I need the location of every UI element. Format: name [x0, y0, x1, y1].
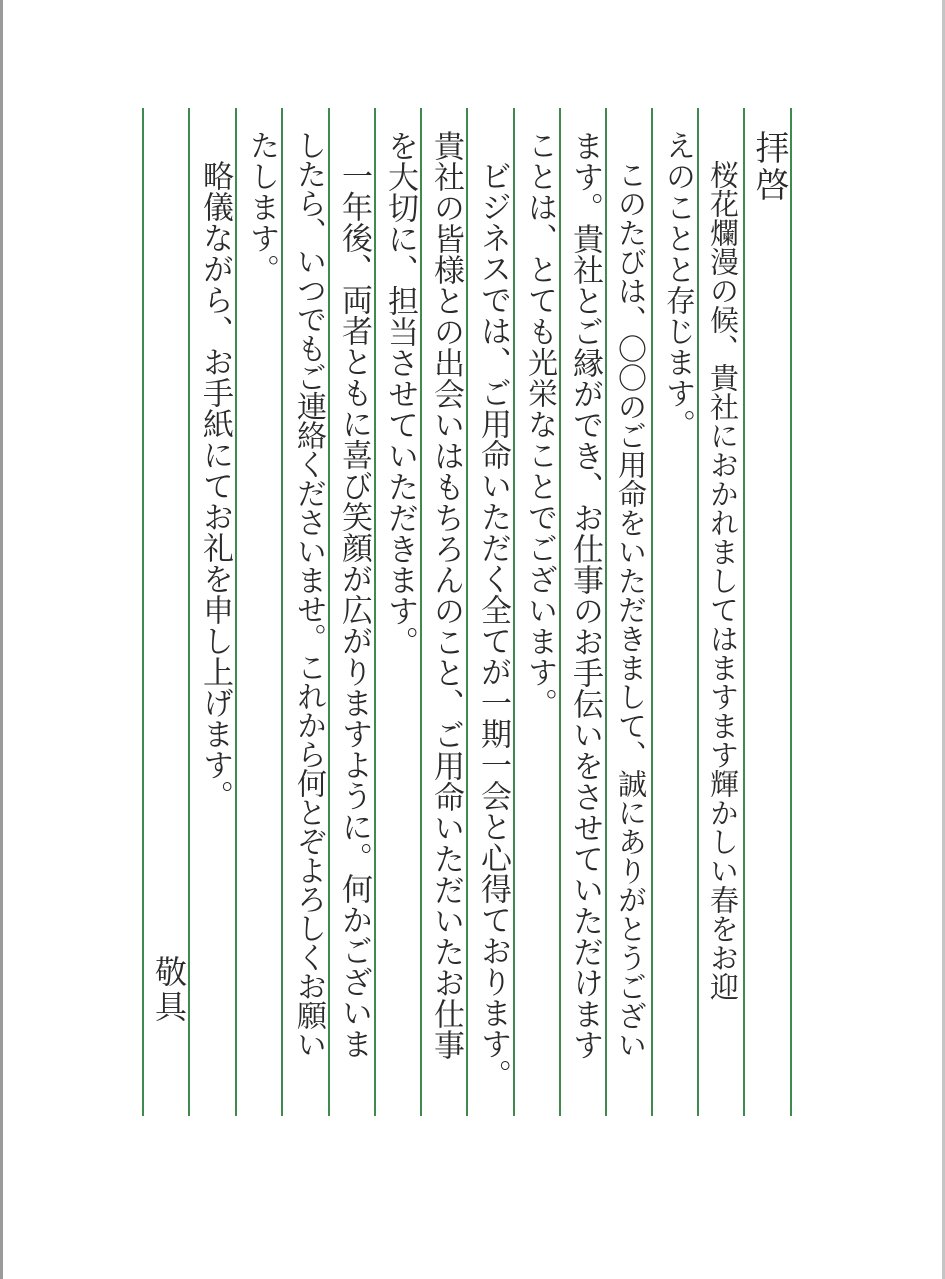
ruled-line — [420, 108, 422, 1116]
letter-line-9: 一年後、両者ともに喜び笑顔が広がりますように。何かございま — [336, 160, 372, 1059]
letter-line-2: えのことと存じます。 — [660, 130, 695, 440]
letter-line-7: 貴社の皆様との出会いはもちろんのこと、ご用命いただいたお仕事 — [428, 130, 464, 1060]
ruled-line — [142, 108, 144, 1116]
ruled-line — [513, 108, 515, 1116]
letter-line-11: たします。 — [244, 130, 279, 285]
ruled-line — [743, 108, 745, 1116]
ruled-line — [328, 108, 330, 1116]
ruled-line — [697, 108, 699, 1116]
letter-line-3: このたびは、〇〇のご用命をいただきまして、誠にありがとうござい — [614, 160, 648, 1059]
ruled-line — [281, 108, 283, 1116]
ruled-line — [559, 108, 561, 1116]
ruled-line — [790, 108, 792, 1116]
closing-keigu: 敬具 — [150, 955, 188, 1025]
ruled-line — [651, 108, 653, 1116]
letter-line-8: を大切に、担当させていただきます。 — [382, 130, 418, 657]
salutation-haikei: 拝啓 — [749, 130, 789, 204]
letter-line-6: ビジネスでは、ご用命いただく全てが一期一会と心得ております。 — [475, 160, 511, 1090]
letter-line-4: ます。貴社とご縁ができ、お仕事のお手伝いをさせていただけます — [567, 130, 603, 1060]
letter-line-10: したら、いつでもご連絡くださいませ。これから何とぞよろしくお願い — [291, 130, 326, 1058]
ruled-line — [605, 108, 607, 1116]
letter-line-12: 略儀ながら、お手紙にてお礼を申し上げます。 — [197, 160, 233, 811]
ruled-line — [374, 108, 376, 1116]
ruled-line — [235, 108, 237, 1116]
ruled-line — [466, 108, 468, 1116]
letter-line-1: 桜花爛漫の候、貴社におかれましてはますます輝かしい春をお迎 — [706, 160, 740, 1001]
letter-line-5: ことは、とても光栄なことでございます。 — [522, 130, 557, 719]
